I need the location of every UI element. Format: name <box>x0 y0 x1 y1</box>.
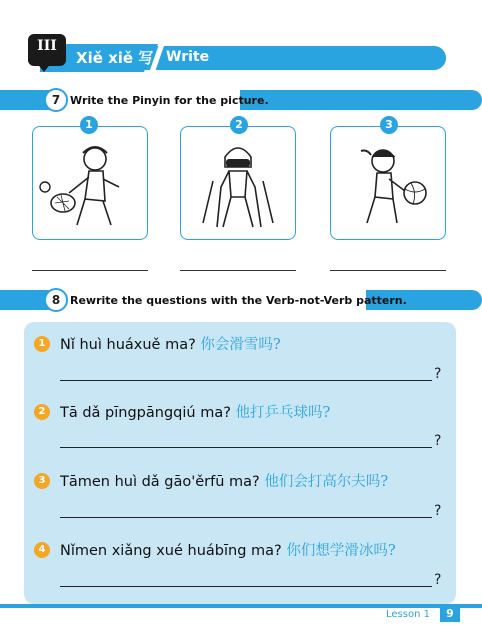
exercise-panel <box>24 322 456 604</box>
section8-number: 8 <box>44 288 68 312</box>
footer-line <box>0 604 482 608</box>
footer-page-number: 9 <box>440 606 460 622</box>
question-4: Nǐmen xiǎng xué huábīng ma? 你们想学滑冰吗? <box>60 543 396 559</box>
picture-number-3: 3 <box>380 116 398 134</box>
speech-bubble-tail-icon <box>36 62 52 72</box>
skier-icon <box>181 127 295 239</box>
picture-number-1: 1 <box>80 116 98 134</box>
question-3: Tāmen huì dǎ gāo'ěrfū ma? 他们会打高尔夫吗? <box>60 474 389 490</box>
section8-instruction: Rewrite the questions with the Verb-not-Verb pattern. <box>70 294 407 307</box>
header-title-cn: Xiě xiě 写 <box>76 49 154 67</box>
question-1: Nǐ huì huáxuě ma? 你会滑雪吗? <box>60 337 281 353</box>
question-number-1: 1 <box>34 336 50 352</box>
section7-number: 7 <box>44 88 68 112</box>
section-badge-label: III <box>37 38 57 54</box>
answer-line-3[interactable] <box>330 270 446 271</box>
section7-instruction: Write the Pinyin for the picture. <box>70 94 269 107</box>
picture-box-3 <box>330 126 446 240</box>
answer-line-1[interactable] <box>32 270 148 271</box>
question-4-answer-line[interactable] <box>60 586 432 587</box>
question-number-2: 2 <box>34 404 50 420</box>
volleyball-player-icon <box>331 127 445 239</box>
question-3-answer-line[interactable] <box>60 517 432 518</box>
picture-box-1 <box>32 126 148 240</box>
question-3-end-mark: ? <box>434 503 442 519</box>
footer-lesson: Lesson 1 <box>386 609 430 620</box>
question-2-answer-line[interactable] <box>60 447 432 448</box>
question-1-answer-line[interactable] <box>60 380 432 381</box>
question-2: Tā dǎ pīngpāngqiú ma? 他打乒乓球吗? <box>60 405 331 421</box>
header-title-cn-char: 写 <box>133 49 154 67</box>
question-4-end-mark: ? <box>434 572 442 588</box>
question-number-4: 4 <box>34 542 50 558</box>
picture-box-2 <box>180 126 296 240</box>
question-1-end-mark: ? <box>434 366 442 382</box>
answer-line-2[interactable] <box>180 270 296 271</box>
header-title-en: Write <box>166 49 210 65</box>
picture-number-2: 2 <box>230 116 248 134</box>
question-number-3: 3 <box>34 473 50 489</box>
question-2-end-mark: ? <box>434 433 442 449</box>
tennis-player-icon <box>33 127 147 239</box>
